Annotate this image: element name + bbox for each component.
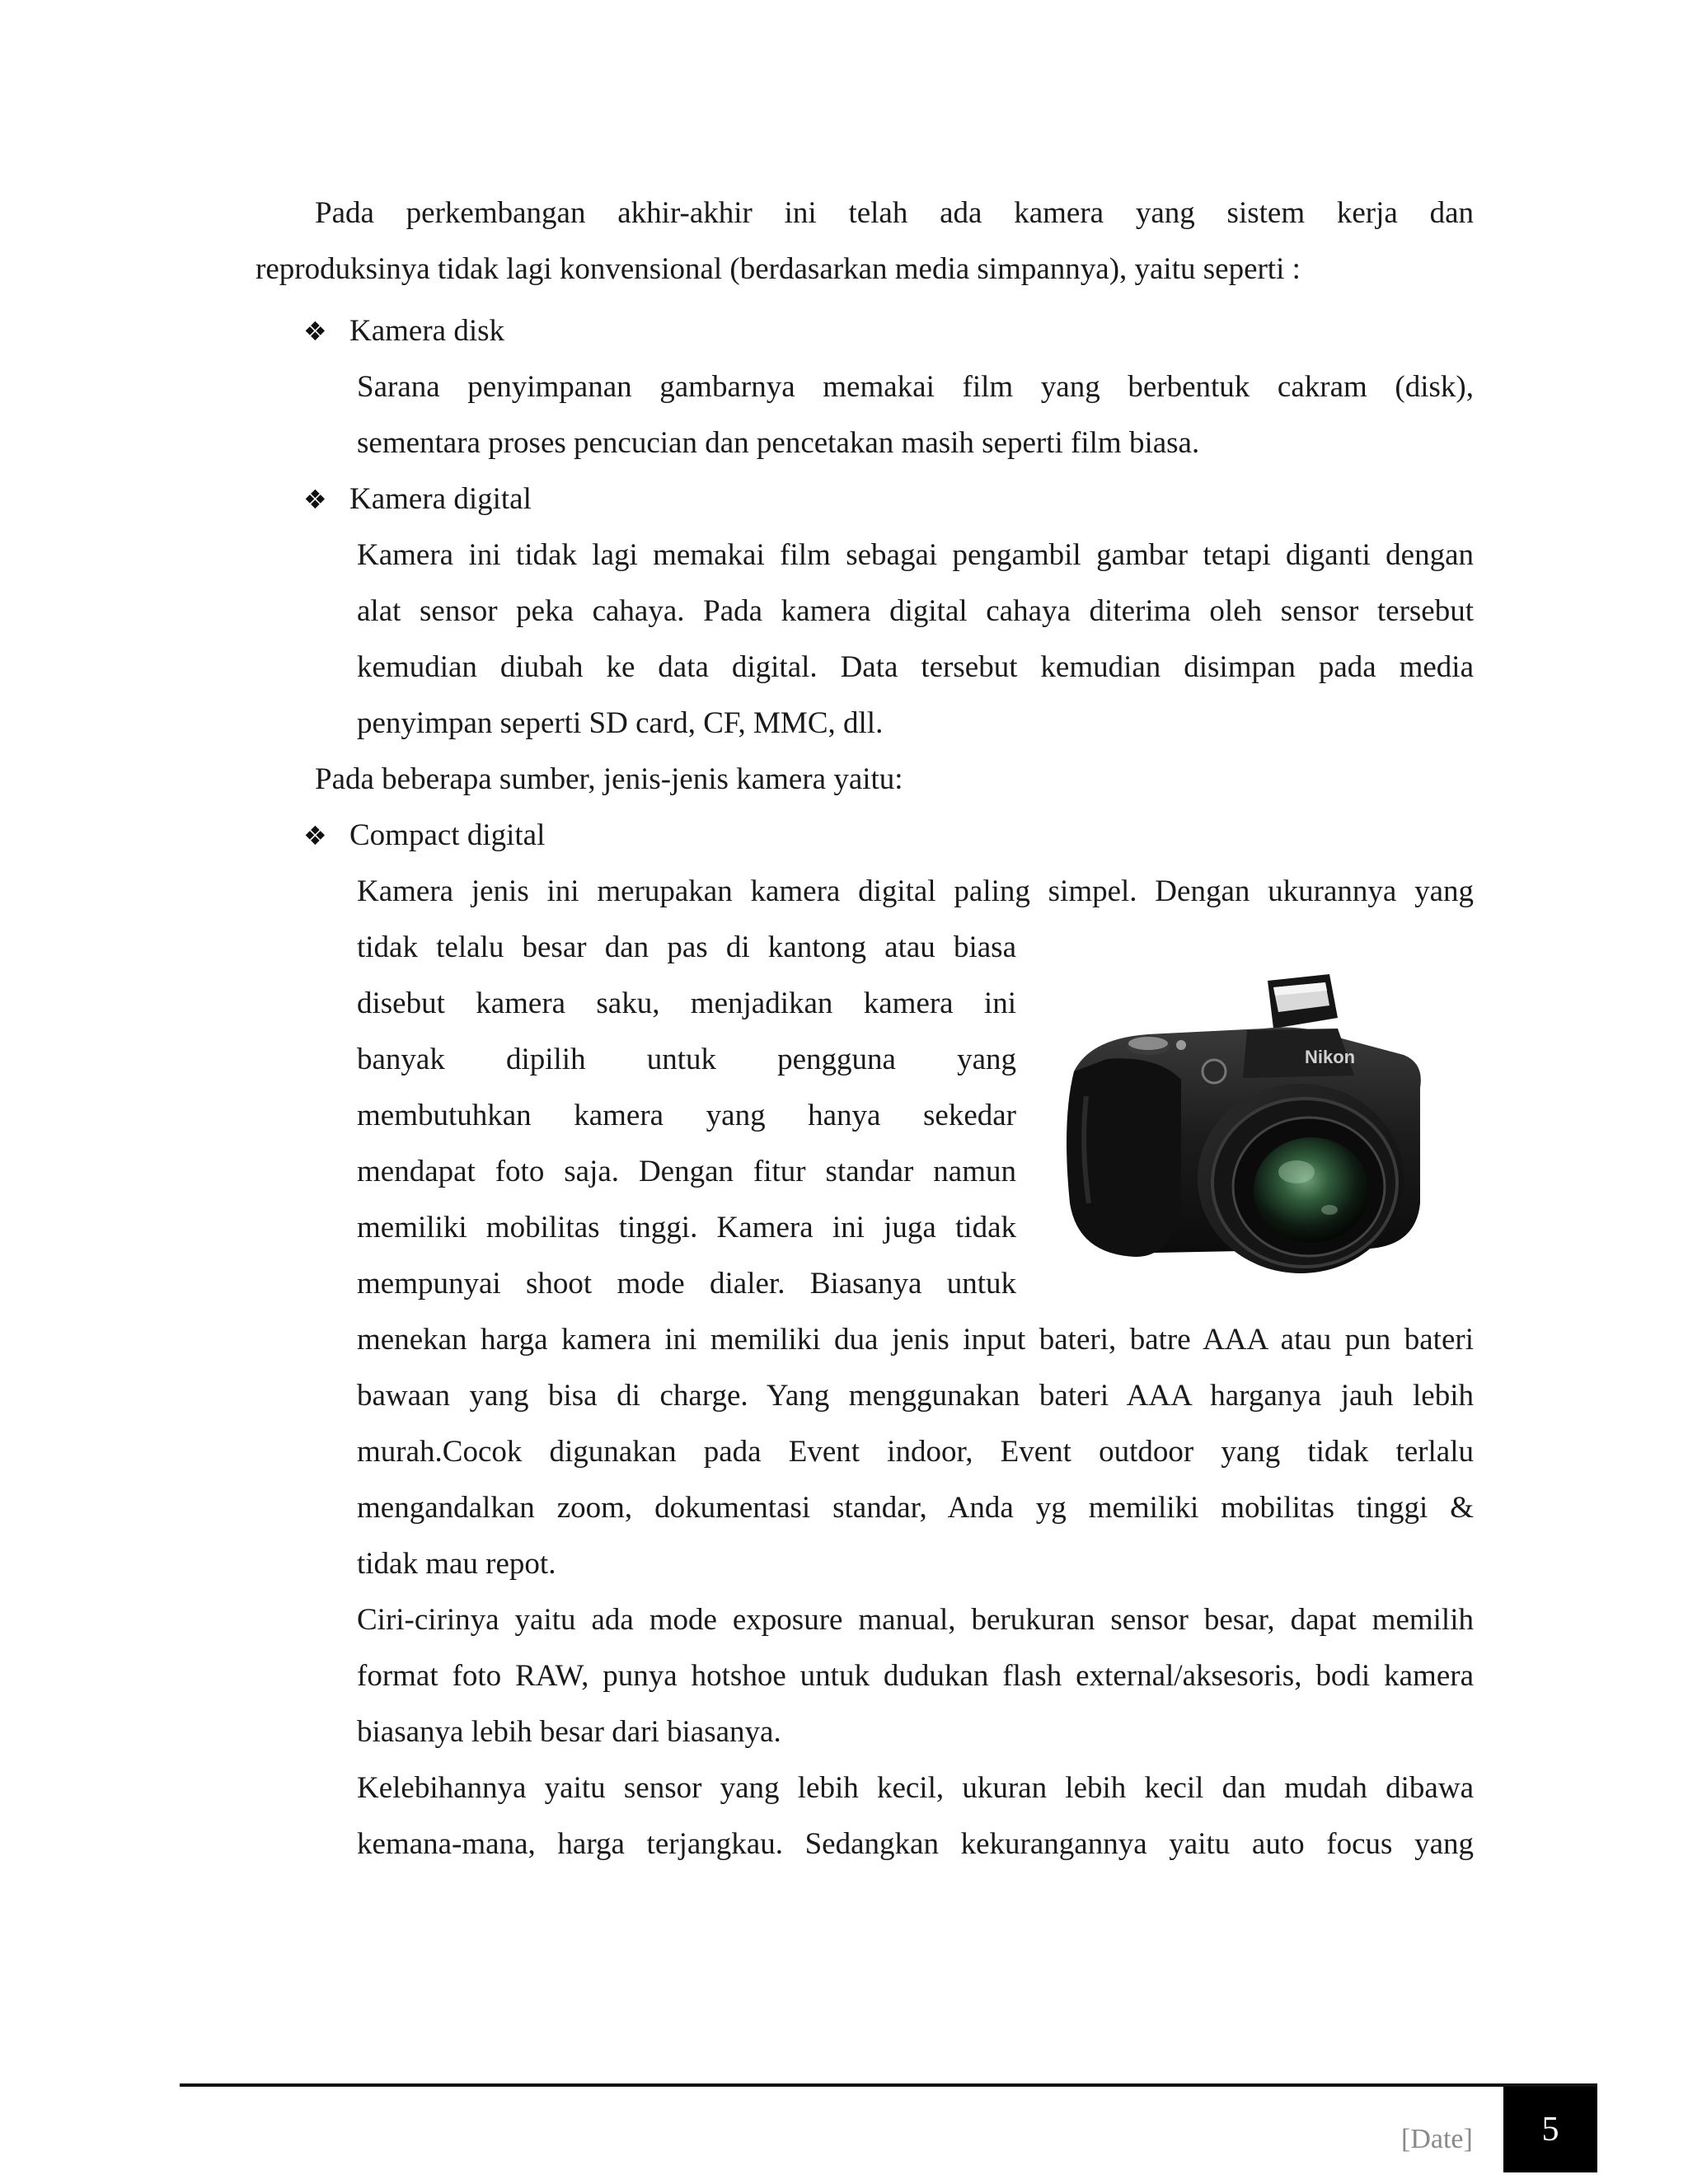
text-line: penyimpan seperti SD card, CF, MMC, dll. <box>357 706 884 740</box>
intro-line-1: Pada perkembangan akhir-akhir ini telah ada kamera yang sistem kerja dan <box>315 196 1474 230</box>
text-line: mempunyai shoot mode dialer. Biasanya untuk <box>357 1267 1016 1301</box>
kamera-disk-description <box>357 359 1474 471</box>
text-line: banyak dipilih untuk pengguna yang <box>357 1043 1016 1076</box>
text-line: tidak mau repot. <box>357 1547 556 1581</box>
bullet-kamera-digital <box>303 471 532 527</box>
text-line: bawaan yang bisa di charge. Yang menggunakan bateri AAA harganya jauh lebih <box>357 1379 1474 1413</box>
footer-rule <box>180 2083 1597 2087</box>
text-line: tidak telalu besar dan pas di kantong atau biasa <box>357 930 1016 964</box>
kamera-digital-description <box>357 527 1474 752</box>
text-line: biasanya lebih besar dari biasanya. <box>357 1715 781 1749</box>
diamond-bullet-icon: ❖ <box>303 316 327 347</box>
text-line: Sarana penyimpanan gambarnya memakai film yang berbentuk cakram (disk), <box>357 370 1474 404</box>
text-line: Kamera jenis ini merupakan kamera digital paling simpel. Dengan ukurannya yang <box>357 874 1474 908</box>
compact-after-text <box>357 1312 1474 1592</box>
bullet-title: Kamera disk <box>349 314 505 348</box>
footer-date: [Date] <box>1401 2124 1473 2154</box>
intro-line-2: reproduksinya tidak lagi konvensional (berdasarkan media simpannya), yaitu seperti : <box>256 252 1301 286</box>
text-line: kemana-mana, harga terjangkau. Sedangkan kekurangannya yaitu auto focus yang <box>357 1827 1474 1861</box>
compact-kelebihan-paragraph <box>357 1760 1474 1872</box>
page-number: 5 <box>1541 2111 1559 2149</box>
text-line: memiliki mobilitas tinggi. Kamera ini juga tidak <box>357 1211 1016 1244</box>
diamond-bullet-icon: ❖ <box>303 484 327 515</box>
diamond-bullet-icon: ❖ <box>303 820 327 851</box>
bullet-compact-digital <box>303 808 545 864</box>
intro-paragraph <box>256 185 1474 298</box>
text-line: mengandalkan zoom, dokumentasi standar, Anda yg memiliki mobilitas tinggi & <box>357 1491 1474 1525</box>
compact-ciri-paragraph <box>357 1592 1474 1760</box>
text-line: murah.Cocok digunakan pada Event indoor, Event outdoor yang tidak terlalu <box>357 1435 1474 1469</box>
bullet-title: Kamera digital <box>349 482 532 516</box>
text-line: Kamera ini tidak lagi memakai film sebagai pengambil gambar tetapi diganti dengan <box>357 538 1474 572</box>
compact-first-line <box>357 864 1474 920</box>
types-intro-text: Pada beberapa sumber, jenis-jenis kamera yaitu: <box>315 762 903 796</box>
text-line: Kelebihannya yaitu sensor yang lebih kecil, ukuran lebih kecil dan mudah dibawa <box>357 1771 1474 1805</box>
text-line: disebut kamera saku, menjadikan kamera ini <box>357 987 1016 1020</box>
compact-wrap-text <box>357 920 1016 1312</box>
camera-image <box>1057 931 1445 1286</box>
text-line: mendapat foto saja. Dengan fitur standar namun <box>357 1155 1016 1188</box>
text-line: membutuhkan kamera yang hanya sekedar <box>357 1099 1016 1132</box>
text-line: sementara proses pencucian dan pencetakan masih seperti film biasa. <box>357 426 1200 460</box>
text-line: format foto RAW, punya hotshoe untuk dudukan flash external/aksesoris, bodi kamera <box>357 1659 1474 1693</box>
bullet-title: Compact digital <box>349 818 546 852</box>
bullet-kamera-disk <box>303 303 504 359</box>
text-line: menekan harga kamera ini memiliki dua jenis input bateri, batre AAA atau pun bateri <box>357 1323 1474 1357</box>
page-number-box <box>1503 2087 1597 2172</box>
text-line: alat sensor peka cahaya. Pada kamera digital cahaya diterima oleh sensor tersebut <box>357 594 1474 628</box>
camera-brand-label: Nikon <box>1305 1047 1356 1067</box>
text-line: kemudian diubah ke data digital. Data tersebut kemudian disimpan pada media <box>357 650 1474 684</box>
types-intro <box>315 752 1469 808</box>
text-line: Ciri-cirinya yaitu ada mode exposure manual, berukuran sensor besar, dapat memilih <box>357 1603 1474 1637</box>
